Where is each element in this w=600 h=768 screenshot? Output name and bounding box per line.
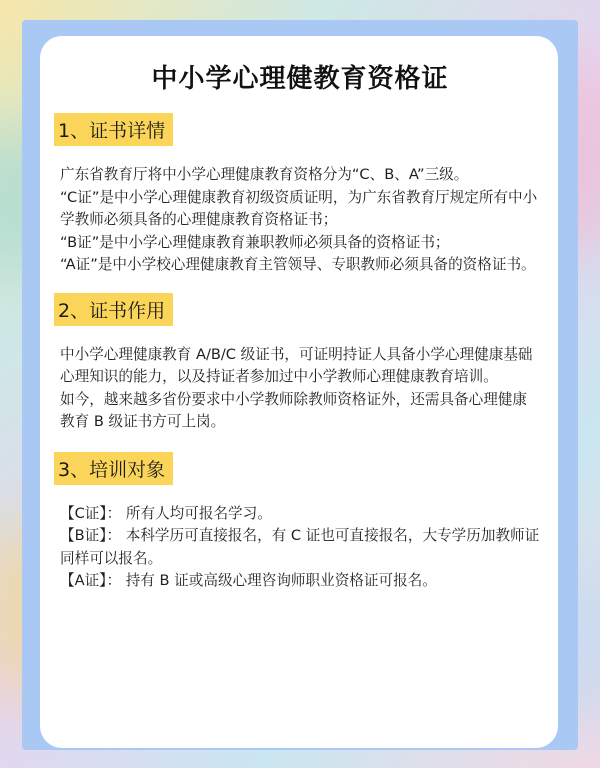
paragraph: 【A证】： 持有 B 证或高级心理咨询师职业资格证可报名。 xyxy=(60,572,437,589)
paragraph: “A证”是中小学校心理健康教育主管领导、专职教师必须具备的资格证书。 xyxy=(60,256,536,273)
section-function xyxy=(60,293,540,434)
section-heading: 1、证书详情 xyxy=(54,113,173,146)
paragraph: 如今，越来越多省份要求中小学教师除教师资格证外，还需具备心理健康教育 B 级证书方可上岗。 xyxy=(60,390,528,430)
section-details xyxy=(60,113,540,277)
paragraph: 【B证】： 本科学历可直接报名，有 C 证也可直接报名，大专学历加教师证同样可以报名。 xyxy=(60,527,540,567)
paragraph: 【C证】： 所有人均可报名学习。 xyxy=(60,504,272,522)
section-heading: 3、培训对象 xyxy=(54,452,173,485)
paragraph: “C证”是中小学心理健康教育初级资质证明，为广东省教育厅规定所有中小学教师必须具备的心理健康教育资格证书； xyxy=(60,188,538,228)
page-title: 中小学心理健教育资格证 xyxy=(151,64,449,94)
section-heading: 2、证书作用 xyxy=(54,293,173,326)
content-card xyxy=(40,36,558,748)
paragraph: “B证”是中小学心理健康教育兼职教师必须具备的资格证书； xyxy=(60,233,450,251)
section-audience xyxy=(60,452,540,593)
paragraph: 中小学心理健康教育 A/B/C 级证书，可证明持证人具备小学心理健康基础心理知识的能力，以及持证者参加过中小学教师心理健康教育培训。 xyxy=(60,345,533,385)
paragraph: 广东省教育厅将中小学心理健康教育资格分为“C、B、A”三级。 xyxy=(60,166,469,183)
